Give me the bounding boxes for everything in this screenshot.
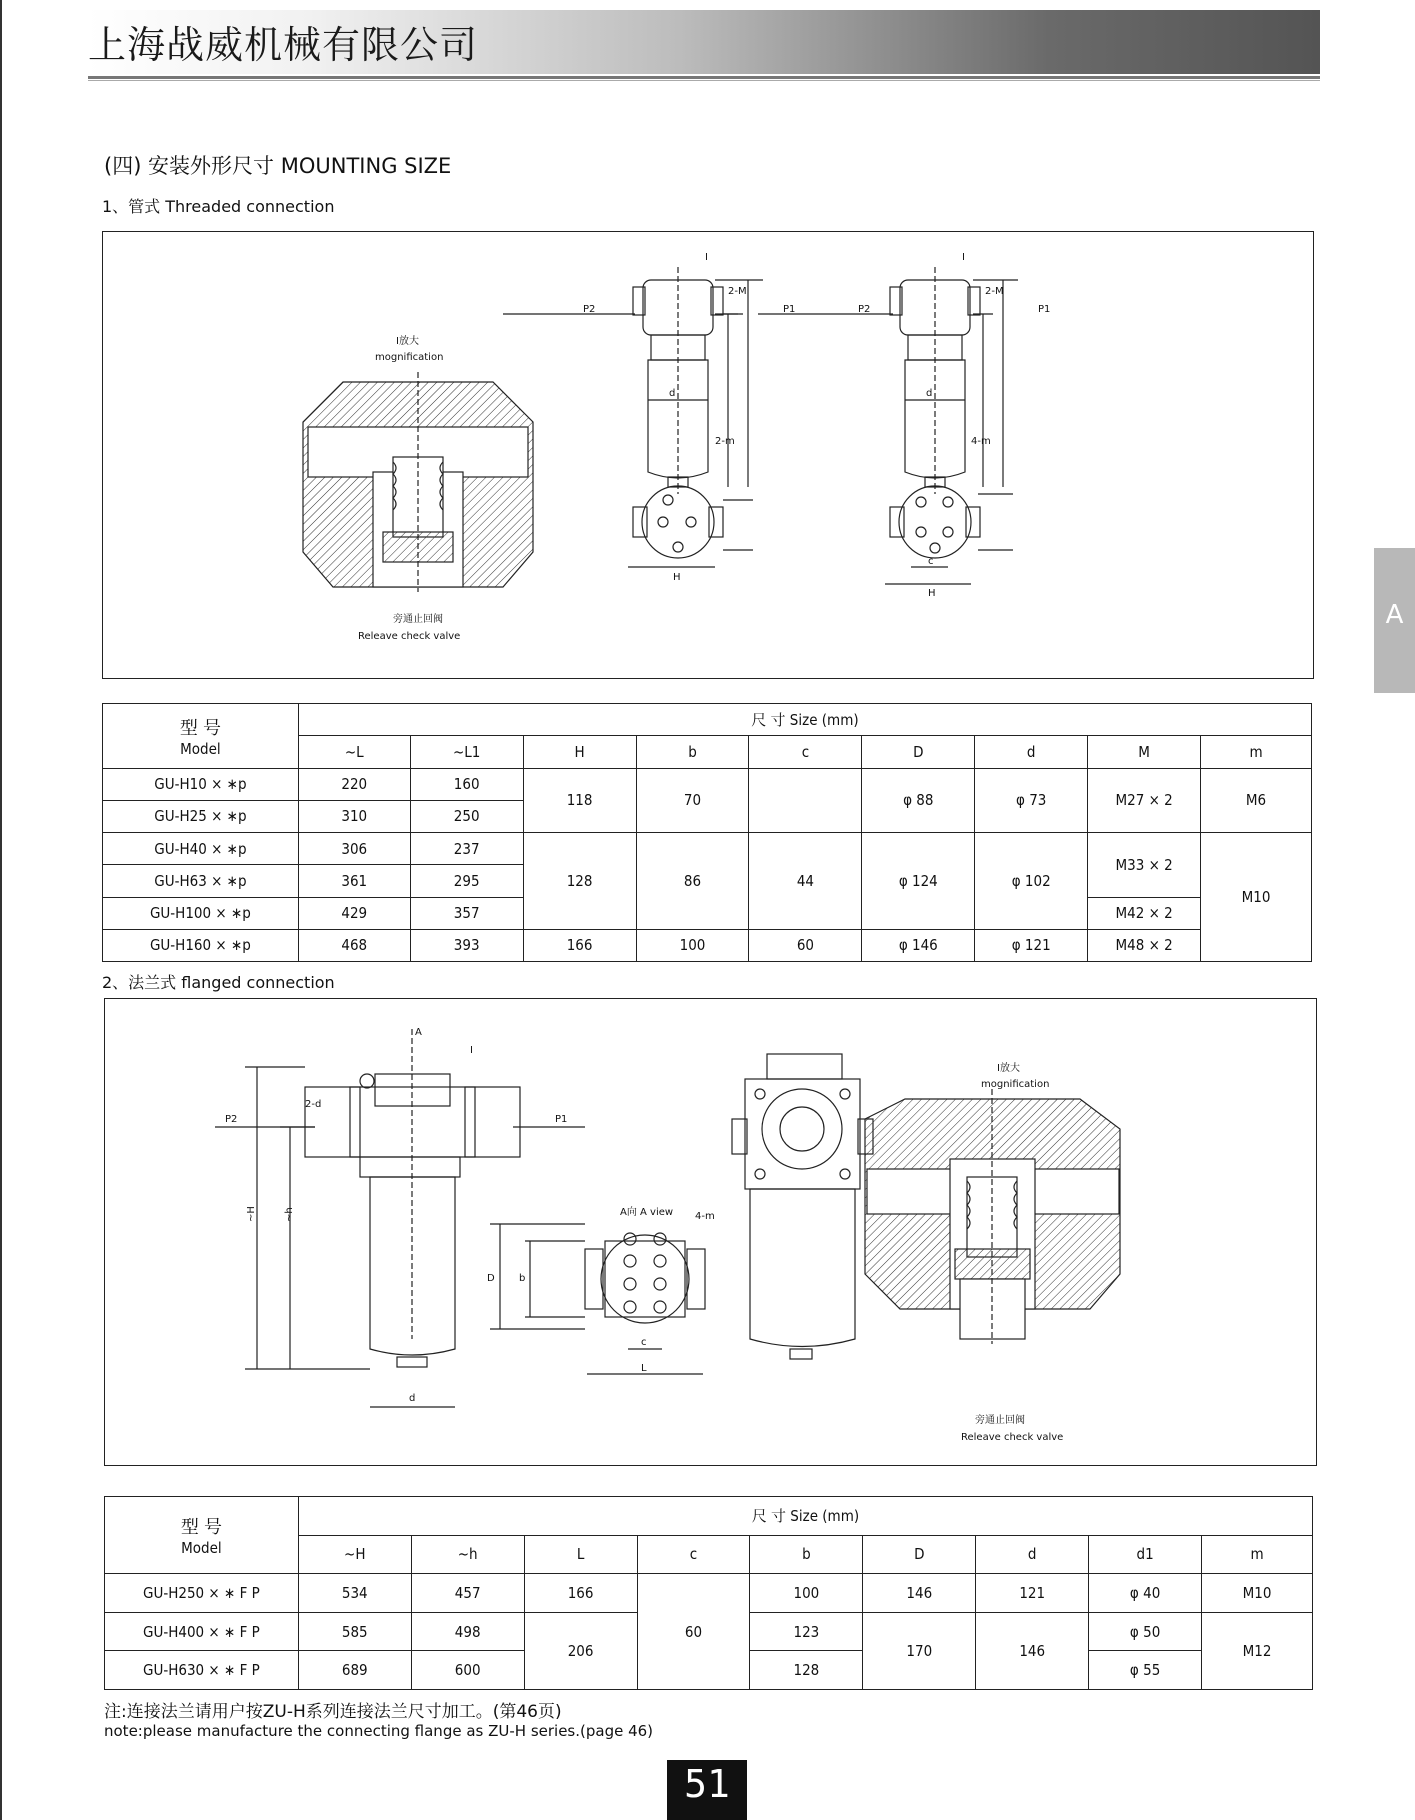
filter-elevation-a: [503, 267, 763, 567]
filter-elevation-b: [758, 267, 1018, 584]
label-P2-b: P2: [858, 304, 871, 315]
label-A: A: [415, 1027, 422, 1038]
model-header-2: 型 号 Model: [105, 1497, 299, 1574]
section-title: (四) 安装外形尺寸 MOUNTING SIZE: [104, 154, 452, 178]
table-row: GU-H25 × ∗p 310 250: [103, 800, 1312, 832]
section-view-magnified: [303, 372, 533, 592]
label-P1-b: P1: [1038, 304, 1051, 315]
label-2M: 2-M: [728, 286, 747, 297]
col-L: ~L: [298, 736, 410, 768]
flanged-drawing-frame: [104, 998, 1317, 1466]
size-header: 尺 寸 Size (mm): [298, 704, 1311, 736]
flanged-drawing: [105, 999, 1315, 1464]
mag-en-2: mognification: [981, 1079, 1050, 1090]
table-row: GU-H40 × ∗p 306 237 128 86 44 φ 124 φ 102 M33 × 2 M10: [103, 833, 1312, 865]
flanged-size-table: [104, 1496, 1313, 1690]
col-d1: d1: [1089, 1535, 1202, 1574]
mag-cn-2: I放大: [997, 1063, 1020, 1074]
col-H2: ~H: [298, 1535, 411, 1574]
note-cn: 注:连接法兰请用户按ZU-H系列连接法兰尺寸加工。(第46页): [104, 1702, 562, 1722]
valve-en-2: Releave check valve: [961, 1432, 1064, 1443]
col-b: b: [636, 736, 749, 768]
valve-en: Releave check valve: [358, 631, 461, 642]
col-d2: d: [976, 1535, 1089, 1574]
label-I: I: [705, 252, 708, 263]
label-P2: P2: [583, 304, 596, 315]
label-d-b: d: [926, 388, 933, 399]
label-H: H: [673, 572, 681, 583]
label-D-f: D: [487, 1273, 495, 1284]
size-header-2: 尺 寸 Size (mm): [298, 1497, 1312, 1536]
left-margin-rule: [0, 0, 2, 1820]
col-d: d: [975, 736, 1088, 768]
table-row: GU-H100 × ∗p 429 357 M42 × 2: [103, 897, 1312, 929]
table-row: GU-H250 × ∗ F P 534 457 166 60 100 146 121 φ 40 M10: [105, 1574, 1313, 1613]
header-underline-thin: [88, 80, 1320, 81]
subsection-flanged: 2、法兰式 flanged connection: [102, 973, 335, 992]
label-H-b: H: [928, 588, 936, 599]
model-header: 型 号 Model: [103, 704, 299, 769]
table-row: GU-H63 × ∗p 361 295: [103, 865, 1312, 897]
label-4m: 4-m: [971, 436, 991, 447]
flanged-front-view: [732, 1054, 873, 1359]
label-H-f: ~H: [246, 1206, 257, 1222]
label-h-f: ~h: [284, 1207, 295, 1222]
label-d-f: d: [409, 1393, 416, 1404]
label-c-f: c: [641, 1337, 647, 1348]
flanged-a-view: [490, 1224, 705, 1374]
label-P1-f: P1: [555, 1114, 568, 1125]
section-tab-label: A: [1385, 600, 1404, 630]
threaded-size-table: [102, 703, 1312, 962]
table-row: GU-H400 × ∗ F P 585 498 206 123 170 146 φ 50 M12: [105, 1612, 1313, 1651]
page-number: 51: [684, 1762, 730, 1806]
col-H: H: [523, 736, 636, 768]
label-2m: 2-m: [715, 436, 735, 447]
label-2M-b: 2-M: [985, 286, 1004, 297]
label-I-f: I: [470, 1045, 473, 1056]
col-c2: c: [637, 1535, 750, 1574]
col-m2: m: [1202, 1535, 1313, 1574]
valve-cn: 旁通止回阀: [393, 614, 443, 625]
label-P2-f: P2: [225, 1114, 238, 1125]
col-D2: D: [863, 1535, 976, 1574]
table-row: GU-H160 × ∗p 468 393 166 100 60 φ 146 φ 121 M48 × 2: [103, 929, 1312, 961]
label-d: d: [669, 388, 676, 399]
label-a-view: A向 A view: [620, 1207, 674, 1218]
label-c: c: [928, 556, 934, 567]
label-L-f: L: [641, 1363, 647, 1374]
threaded-drawing-frame: [102, 231, 1314, 679]
mag-cn: I放大: [396, 336, 419, 347]
header-underline: [88, 76, 1320, 79]
label-I-b: I: [962, 252, 965, 263]
flanged-section-magnified: [865, 1089, 1120, 1344]
col-L2: L: [524, 1535, 637, 1574]
col-D: D: [862, 736, 975, 768]
threaded-drawing: [103, 232, 1312, 677]
col-c: c: [749, 736, 862, 768]
label-P1: P1: [783, 304, 796, 315]
col-L1: ~L1: [410, 736, 523, 768]
subsection-threaded: 1、管式 Threaded connection: [102, 197, 335, 216]
table-row: GU-H630 × ∗ F P 689 600 128 φ 55: [105, 1651, 1313, 1690]
note-en: note:please manufacture the connecting flange as ZU-H series.(page 46): [104, 1722, 654, 1740]
col-h2: ~h: [411, 1535, 524, 1574]
label-b-f: b: [519, 1273, 526, 1284]
company-name: 上海战威机械有限公司: [88, 23, 479, 67]
col-b2: b: [750, 1535, 863, 1574]
col-m: m: [1201, 736, 1312, 768]
mag-en: mognification: [375, 352, 444, 363]
flanged-elevation: [215, 1029, 585, 1407]
col-M: M: [1088, 736, 1201, 768]
label-2d: 2-d: [305, 1099, 322, 1110]
valve-cn-2: 旁通止回阀: [975, 1415, 1025, 1426]
label-4m-f: 4-m: [695, 1211, 715, 1222]
table-row: GU-H10 × ∗p 220 160 118 70 φ 88 φ 73 M27 × 2 M6: [103, 768, 1312, 800]
